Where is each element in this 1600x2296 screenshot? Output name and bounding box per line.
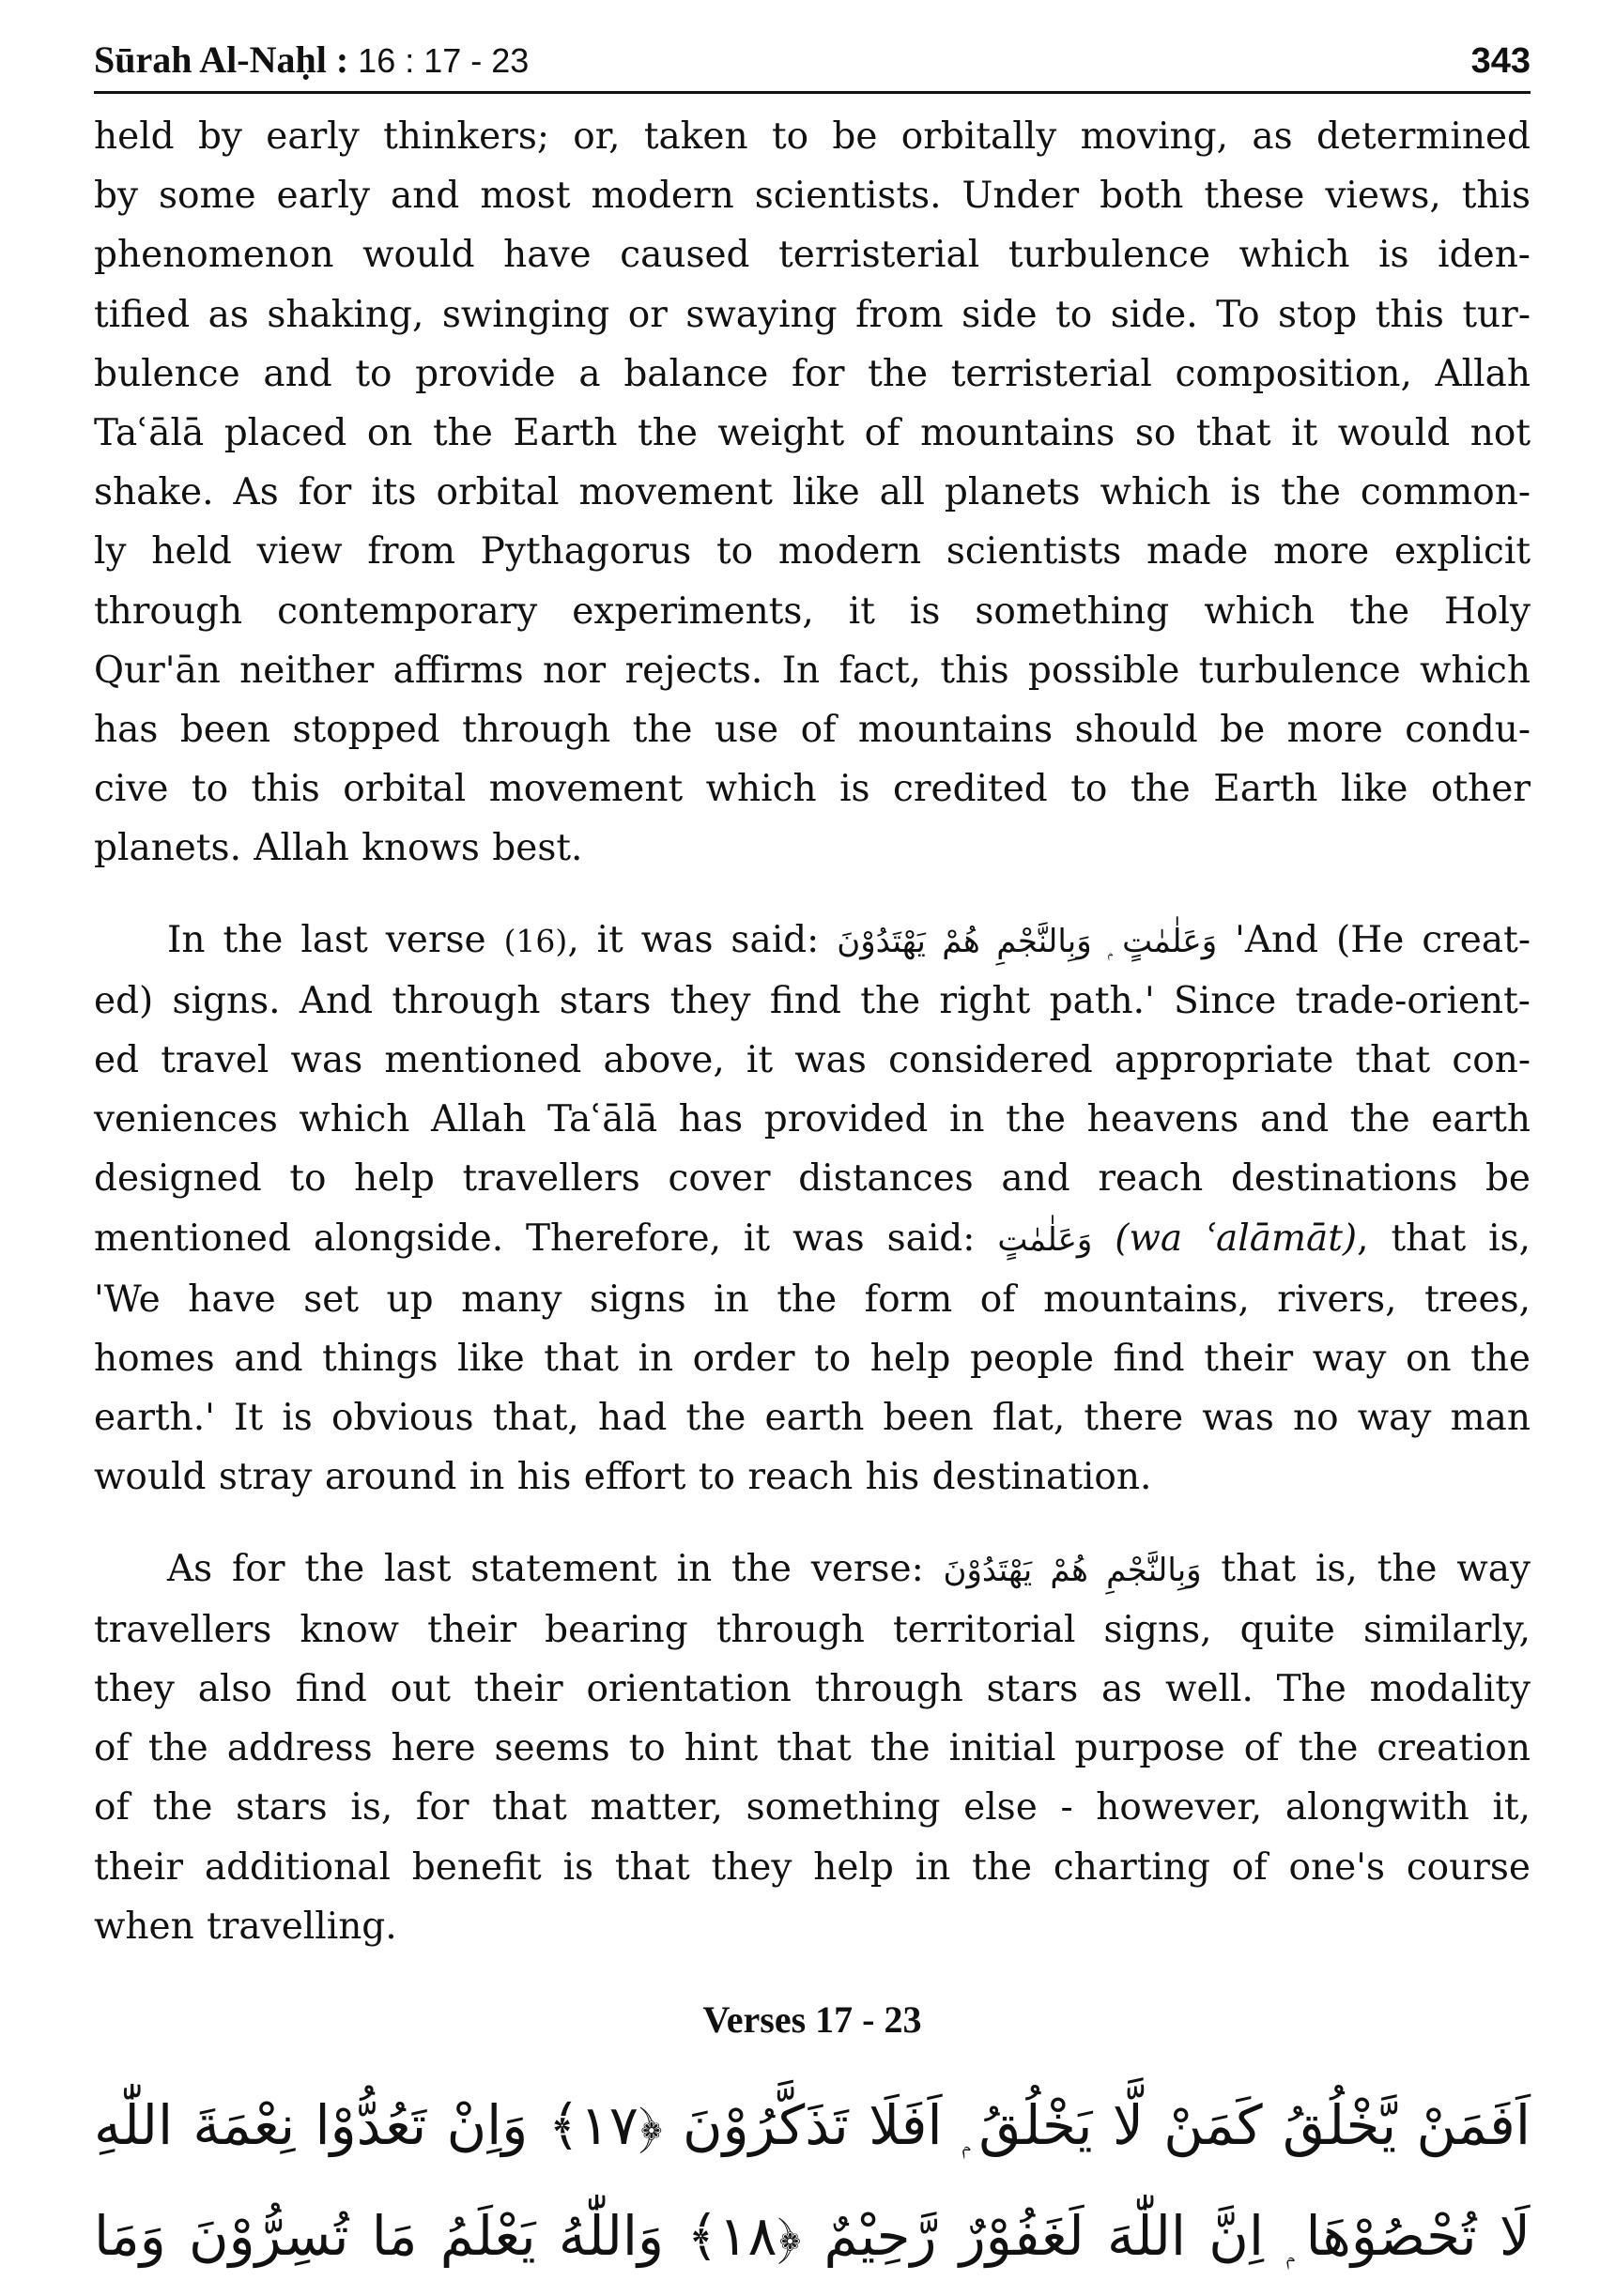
paragraph-1-line: tified as shaking, swinging or swaying from side to side. To stop this tur- [94, 293, 1531, 336]
book-page [94, 38, 1531, 2291]
paragraph-3-line: of the stars is, for that matter, something else - however, alongwith it, [94, 1786, 1531, 1829]
surah-name: Sūrah Al-Naḥl : [94, 38, 349, 81]
paragraph-2-line: homes and things like that in order to help people find their way on the [94, 1338, 1531, 1381]
paragraph-2-line: 'We have set up many signs in the form of mountains, rivers, trees, [94, 1278, 1531, 1321]
paragraph-3-line-1: As for the last statement in the verse: وَبِالنَّجْمِ هُمْ يَهْتَدُوْنَ that is, the way [167, 1547, 1531, 1590]
paragraph-1-line: held by early thinkers; or, taken to be orbitally moving, as determined [94, 115, 1531, 158]
paragraph-2-line-1: In the last verse (16), it was said: وَعَلٰمٰتٍ ۭ وَبِالنَّجْمِ هُمْ يَهْتَدُوْنَ 'And (He creat- [167, 918, 1531, 961]
paragraph-1-line: planets. Allah knows best. [94, 827, 583, 870]
paragraph-2-line: designed to help travellers cover distances and reach destinations be [94, 1157, 1531, 1201]
paragraph-2-line: ed travel was mentioned above, it was considered appropriate that con- [94, 1039, 1531, 1082]
paragraph-3-line: travellers know their bearing through territorial signs, quite similarly, [94, 1608, 1531, 1651]
running-header [94, 38, 1531, 94]
arabic-word: وَعَلٰمٰتٍ [997, 1220, 1093, 1259]
transliteration: (wa ʿalāmāt) [1115, 1217, 1358, 1260]
paragraph-3-line: when travelling. [94, 1905, 397, 1948]
paragraph-1-line: Qur'ān neither affirms nor rejects. In fact, this possible turbulence which [94, 649, 1531, 692]
paragraph-1-line: phenomenon would have caused terristerial turbulence which is iden- [94, 234, 1531, 277]
section-title: Verses 17 - 23 [702, 1998, 922, 2042]
paragraph-1-line: bulence and to provide a balance for the terristerial composition, Allah [94, 352, 1531, 395]
paragraph-3 [94, 1539, 1531, 1956]
arabic-quote: وَعَلٰمٰتٍ ۭ وَبِالنَّجْمِ هُمْ يَهْتَدُوْنَ [837, 922, 1218, 960]
verse-reference: 16 : 17 - 23 [358, 41, 530, 80]
paragraph-2-line: earth.' It is obvious that, had the earth been flat, there was no way man [94, 1397, 1531, 1440]
paragraph-1-line: Taʿālā placed on the Earth the weight of mountains so that it would not [94, 412, 1531, 455]
header-title [94, 38, 529, 82]
paragraph-1-line: through contemporary experiments, it is something which the Holy [94, 589, 1531, 633]
paragraph-1 [94, 107, 1531, 879]
arabic-verse-line: لَا تُحْصُوْهَا ۭ اِنَّ اللّٰهَ لَغَفُوْرٌ رَّحِيْمٌ ﴿١٨﴾ وَاللّٰهُ يَعْلَمُ مَا تُسِرُّوْنَ وَمَا [94, 2204, 1531, 2269]
paragraph-2-line: would stray around in his effort to reach his destination. [94, 1456, 1152, 1499]
paragraph-1-line: cive to this orbital movement which is credited to the Earth like other [94, 768, 1531, 811]
paragraph-3-line: their additional benefit is that they help in the charting of one's course [94, 1845, 1531, 1889]
verse-number-ref: (16) [503, 922, 568, 959]
paragraph-2-line-6: mentioned alongside. Therefore, it was said: وَعَلٰمٰتٍ (wa ʿalāmāt), that is, [94, 1217, 1531, 1260]
paragraph-3-line: of the address here seems to hint that the initial purpose of the creation [94, 1727, 1531, 1770]
paragraph-3-line: they also find out their orientation through stars as well. The modality [94, 1668, 1531, 1711]
paragraph-1-line: by some early and most modern scientists. Under both these views, this [94, 175, 1531, 218]
paragraph-1-line: ly held view from Pythagorus to modern scientists made more explicit [94, 530, 1531, 574]
paragraph-1-line: shake. As for its orbital movement like all planets which is the common- [94, 471, 1531, 514]
paragraph-2 [94, 911, 1531, 1508]
page-number: 343 [1470, 41, 1531, 81]
arabic-verse-line: اَفَمَنْ يَّخْلُقُ كَمَنْ لَّا يَخْلُقُ ۭ اَفَلَا تَذَكَّرُوْنَ ﴿١٧﴾ وَاِنْ تَعُدُّوْا نِعْمَةَ اللّٰهِ [94, 2093, 1531, 2158]
paragraph-2-line: ed) signs. And through stars they find the right path.' Since trade-orient- [94, 979, 1531, 1022]
paragraph-1-line: has been stopped through the use of mountains should be more condu- [94, 709, 1531, 752]
arabic-verses [94, 2070, 1531, 2291]
arabic-quote: وَبِالنَّجْمِ هُمْ يَهْتَدُوْنَ [943, 1551, 1202, 1589]
paragraph-2-line: veniences which Allah Taʿālā has provided in the heavens and the earth [94, 1098, 1531, 1141]
